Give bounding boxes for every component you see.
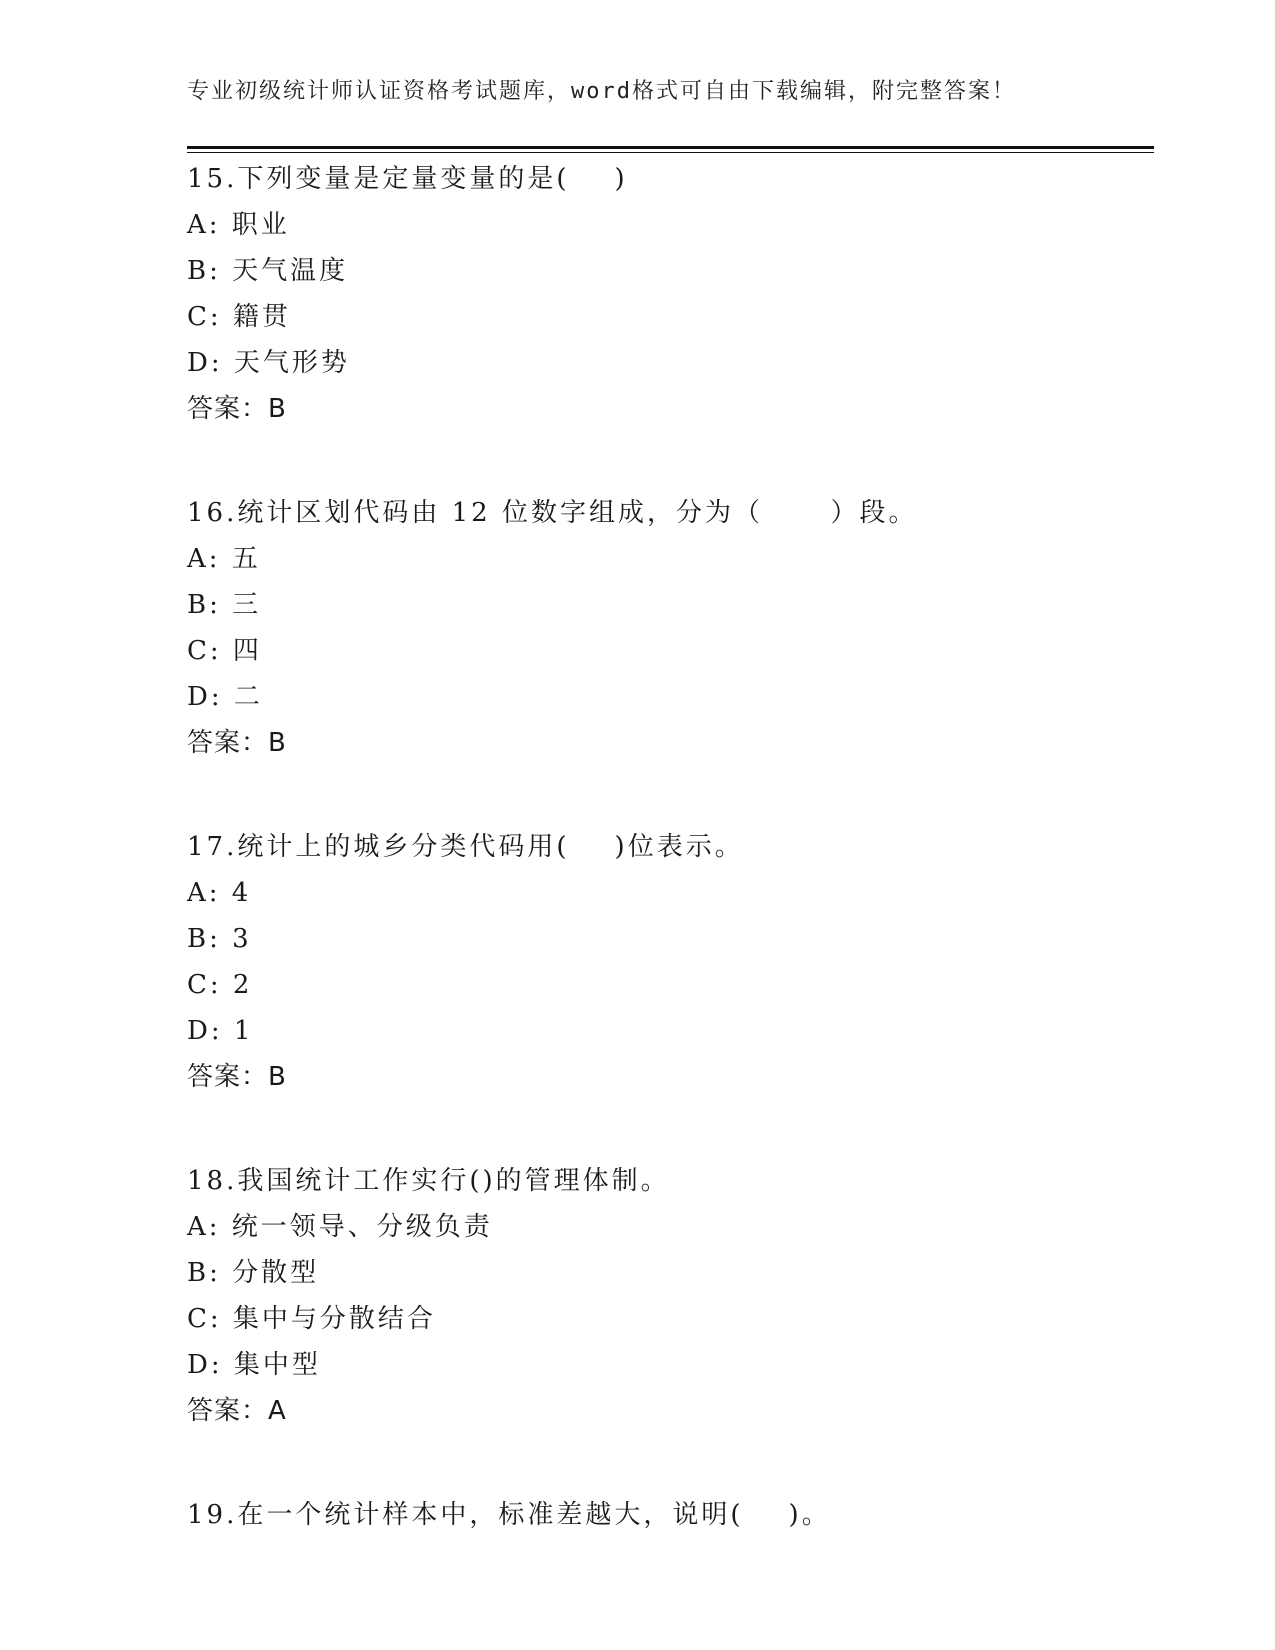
- option-b: B: 分散型: [187, 1258, 320, 1288]
- option-b: B: 三: [187, 590, 262, 620]
- option-d: D: 天气形势: [187, 348, 350, 378]
- question-stem: 19.在一个统计样本中，标准差越大，说明( )。: [187, 1500, 831, 1530]
- answer: 答案：A: [187, 1396, 287, 1426]
- option-d: D: 集中型: [187, 1350, 321, 1380]
- option-a: A: 五: [187, 544, 261, 574]
- option-c: C: 四: [187, 636, 262, 666]
- answer: 答案：B: [187, 394, 287, 424]
- question-19: [187, 1492, 1147, 1538]
- question-list: [187, 156, 1147, 1596]
- option-c: C: 集中与分散结合: [187, 1304, 436, 1334]
- question-stem: 18.我国统计工作实行()的管理体制。: [187, 1166, 670, 1196]
- question-17: [187, 824, 1147, 1100]
- question-stem: 16.统计区划代码由 12 位数字组成，分为（ ）段。: [187, 498, 918, 528]
- question-stem: 15.下列变量是定量变量的是( ): [187, 164, 628, 194]
- option-c: C: 籍贯: [187, 302, 291, 332]
- answer: 答案：B: [187, 1062, 287, 1092]
- option-b: B: 天气温度: [187, 256, 349, 286]
- option-a: A: 职业: [187, 210, 290, 240]
- question-stem: 17.统计上的城乡分类代码用( )位表示。: [187, 832, 744, 862]
- option-a: A: 统一领导、分级负责: [187, 1212, 493, 1242]
- option-d: D: 1: [187, 1016, 254, 1046]
- option-b: B: 3: [187, 924, 252, 954]
- question-16: [187, 490, 1147, 766]
- header-rule-thick: [187, 146, 1154, 149]
- question-15: [187, 156, 1147, 432]
- answer: 答案：B: [187, 728, 287, 758]
- option-c: C: 2: [187, 970, 253, 1000]
- page-header: 专业初级统计师认证资格考试题库，word格式可自由下载编辑，附完整答案！: [187, 79, 1016, 104]
- option-d: D: 二: [187, 682, 263, 712]
- option-a: A: 4: [187, 878, 252, 908]
- header-rule-thin: [187, 152, 1154, 153]
- question-18: [187, 1158, 1147, 1434]
